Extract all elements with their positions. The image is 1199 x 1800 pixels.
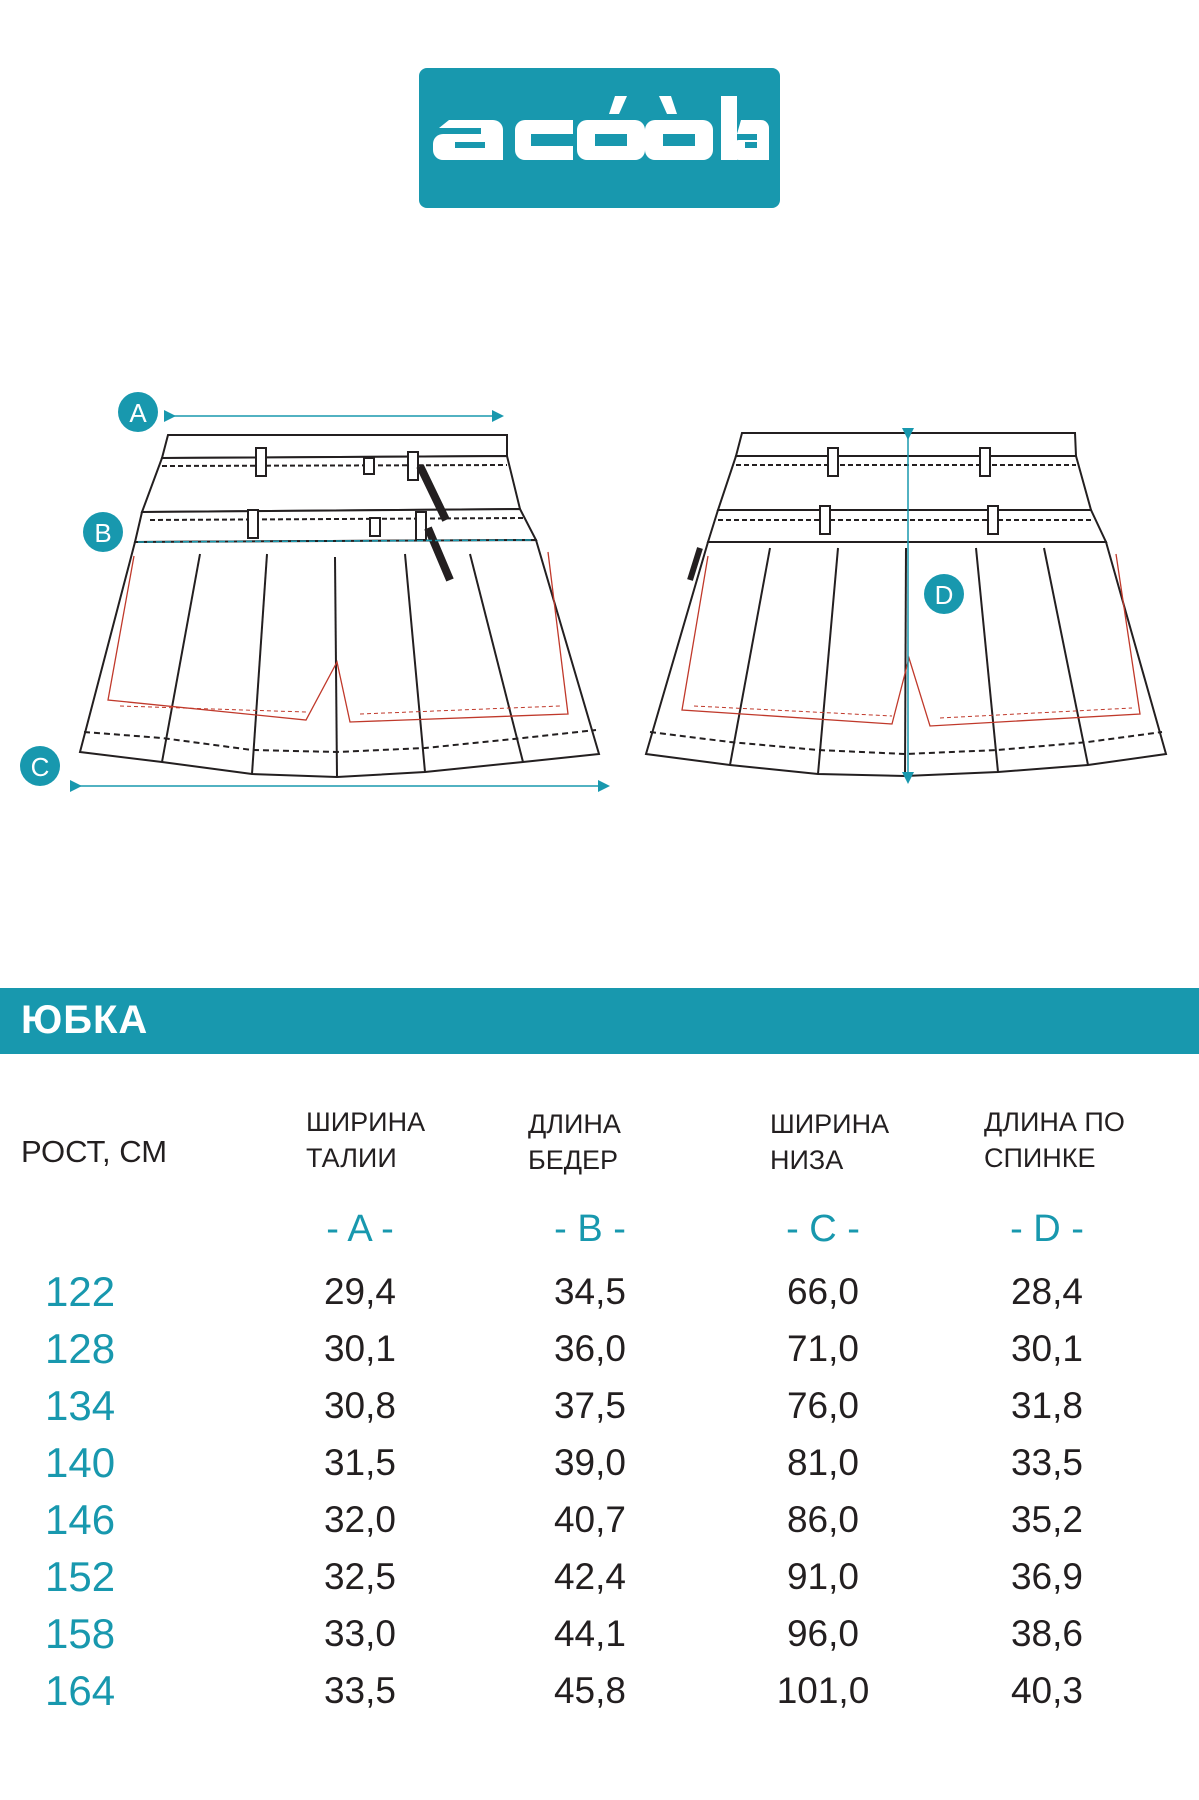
cell-a: 32,0: [323, 1499, 396, 1540]
row-height: 122: [45, 1268, 116, 1315]
cell-d: 38,6: [1010, 1613, 1083, 1654]
cell-d: 31,8: [1010, 1385, 1083, 1426]
cell-b: 39,0: [553, 1442, 626, 1483]
header-back-line-1: ДЛИНА ПО: [984, 1107, 1125, 1137]
cell-b: 37,5: [553, 1385, 626, 1426]
table-row: [0, 1549, 1199, 1605]
header-waist-line-2: ТАЛИИ: [306, 1143, 397, 1173]
table-row: [0, 1264, 1199, 1320]
cell-b: 36,0: [553, 1328, 626, 1369]
cell-c: 91,0: [786, 1556, 859, 1597]
cell-c: 101,0: [776, 1670, 870, 1711]
cell-a: 30,8: [323, 1385, 396, 1426]
svg-text:C: C: [30, 752, 50, 782]
table-row: [0, 1321, 1199, 1377]
header-bottom-line-2: НИЗА: [770, 1145, 844, 1175]
cell-a: 33,0: [323, 1613, 396, 1654]
letter-c: - C -: [786, 1208, 860, 1250]
cell-a: 33,5: [323, 1670, 396, 1711]
row-height: 128: [45, 1325, 116, 1372]
cell-d: 35,2: [1010, 1499, 1083, 1540]
letter-d: - D -: [1010, 1208, 1084, 1250]
svg-text:A: A: [129, 398, 147, 428]
header-hips: [528, 1106, 621, 1178]
table-row: [0, 1606, 1199, 1662]
acoola-wordmark: [419, 68, 780, 208]
header-bottom-line-1: ШИРИНА: [770, 1109, 890, 1139]
row-height: 152: [45, 1553, 116, 1600]
header-growth: РОСТ, СМ: [21, 1134, 168, 1169]
letter-a: - A -: [326, 1208, 394, 1250]
cell-d: 30,1: [1010, 1328, 1083, 1369]
cell-b: 34,5: [553, 1271, 626, 1312]
header-waist-line-1: ШИРИНА: [306, 1107, 426, 1137]
cell-d: 33,5: [1010, 1442, 1083, 1483]
row-height: 134: [45, 1382, 116, 1429]
skirt-front-view: [80, 435, 599, 777]
row-height: 140: [45, 1439, 116, 1486]
cell-b: 45,8: [553, 1670, 626, 1711]
cell-c: 86,0: [786, 1499, 859, 1540]
table-row: [0, 1378, 1199, 1434]
marker-b: [83, 512, 123, 552]
cell-a: 32,5: [323, 1556, 396, 1597]
skirt-back-view: [646, 433, 1166, 776]
marker-c: [20, 746, 60, 786]
table-row: [0, 1435, 1199, 1491]
section-title: ЮБКА: [21, 998, 149, 1042]
row-height: 164: [45, 1667, 116, 1714]
cell-a: 31,5: [323, 1442, 396, 1483]
svg-text:D: D: [934, 580, 954, 610]
cell-a: 30,1: [323, 1328, 396, 1369]
table-row: [0, 1492, 1199, 1548]
cell-b: 44,1: [553, 1613, 626, 1654]
row-height: 146: [45, 1496, 116, 1543]
header-hips-line-2: БЕДЕР: [528, 1145, 619, 1175]
svg-text:B: B: [94, 518, 112, 548]
cell-c: 96,0: [786, 1613, 859, 1654]
marker-d: [924, 574, 964, 614]
cell-d: 28,4: [1010, 1271, 1083, 1312]
header-hips-line-1: ДЛИНА: [528, 1109, 621, 1139]
letter-b: - B -: [554, 1208, 626, 1250]
header-bottom: [770, 1106, 889, 1178]
cell-b: 40,7: [553, 1499, 626, 1540]
cell-c: 81,0: [786, 1442, 859, 1483]
cell-d: 40,3: [1010, 1670, 1083, 1711]
cell-a: 29,4: [323, 1271, 396, 1312]
cell-c: 66,0: [786, 1271, 859, 1312]
brand-logo: [419, 68, 780, 208]
header-back-line-2: СПИНКЕ: [984, 1143, 1096, 1173]
skirt-technical-drawing: [0, 370, 1199, 810]
cell-c: 71,0: [786, 1328, 859, 1369]
section-banner: [0, 988, 1199, 1054]
marker-a: [118, 392, 158, 432]
header-waist: [306, 1104, 425, 1176]
cell-d: 36,9: [1010, 1556, 1083, 1597]
row-height: 158: [45, 1610, 116, 1657]
header-back: [984, 1104, 1125, 1176]
table-row: [0, 1663, 1199, 1719]
cell-c: 76,0: [786, 1385, 859, 1426]
cell-b: 42,4: [553, 1556, 626, 1597]
